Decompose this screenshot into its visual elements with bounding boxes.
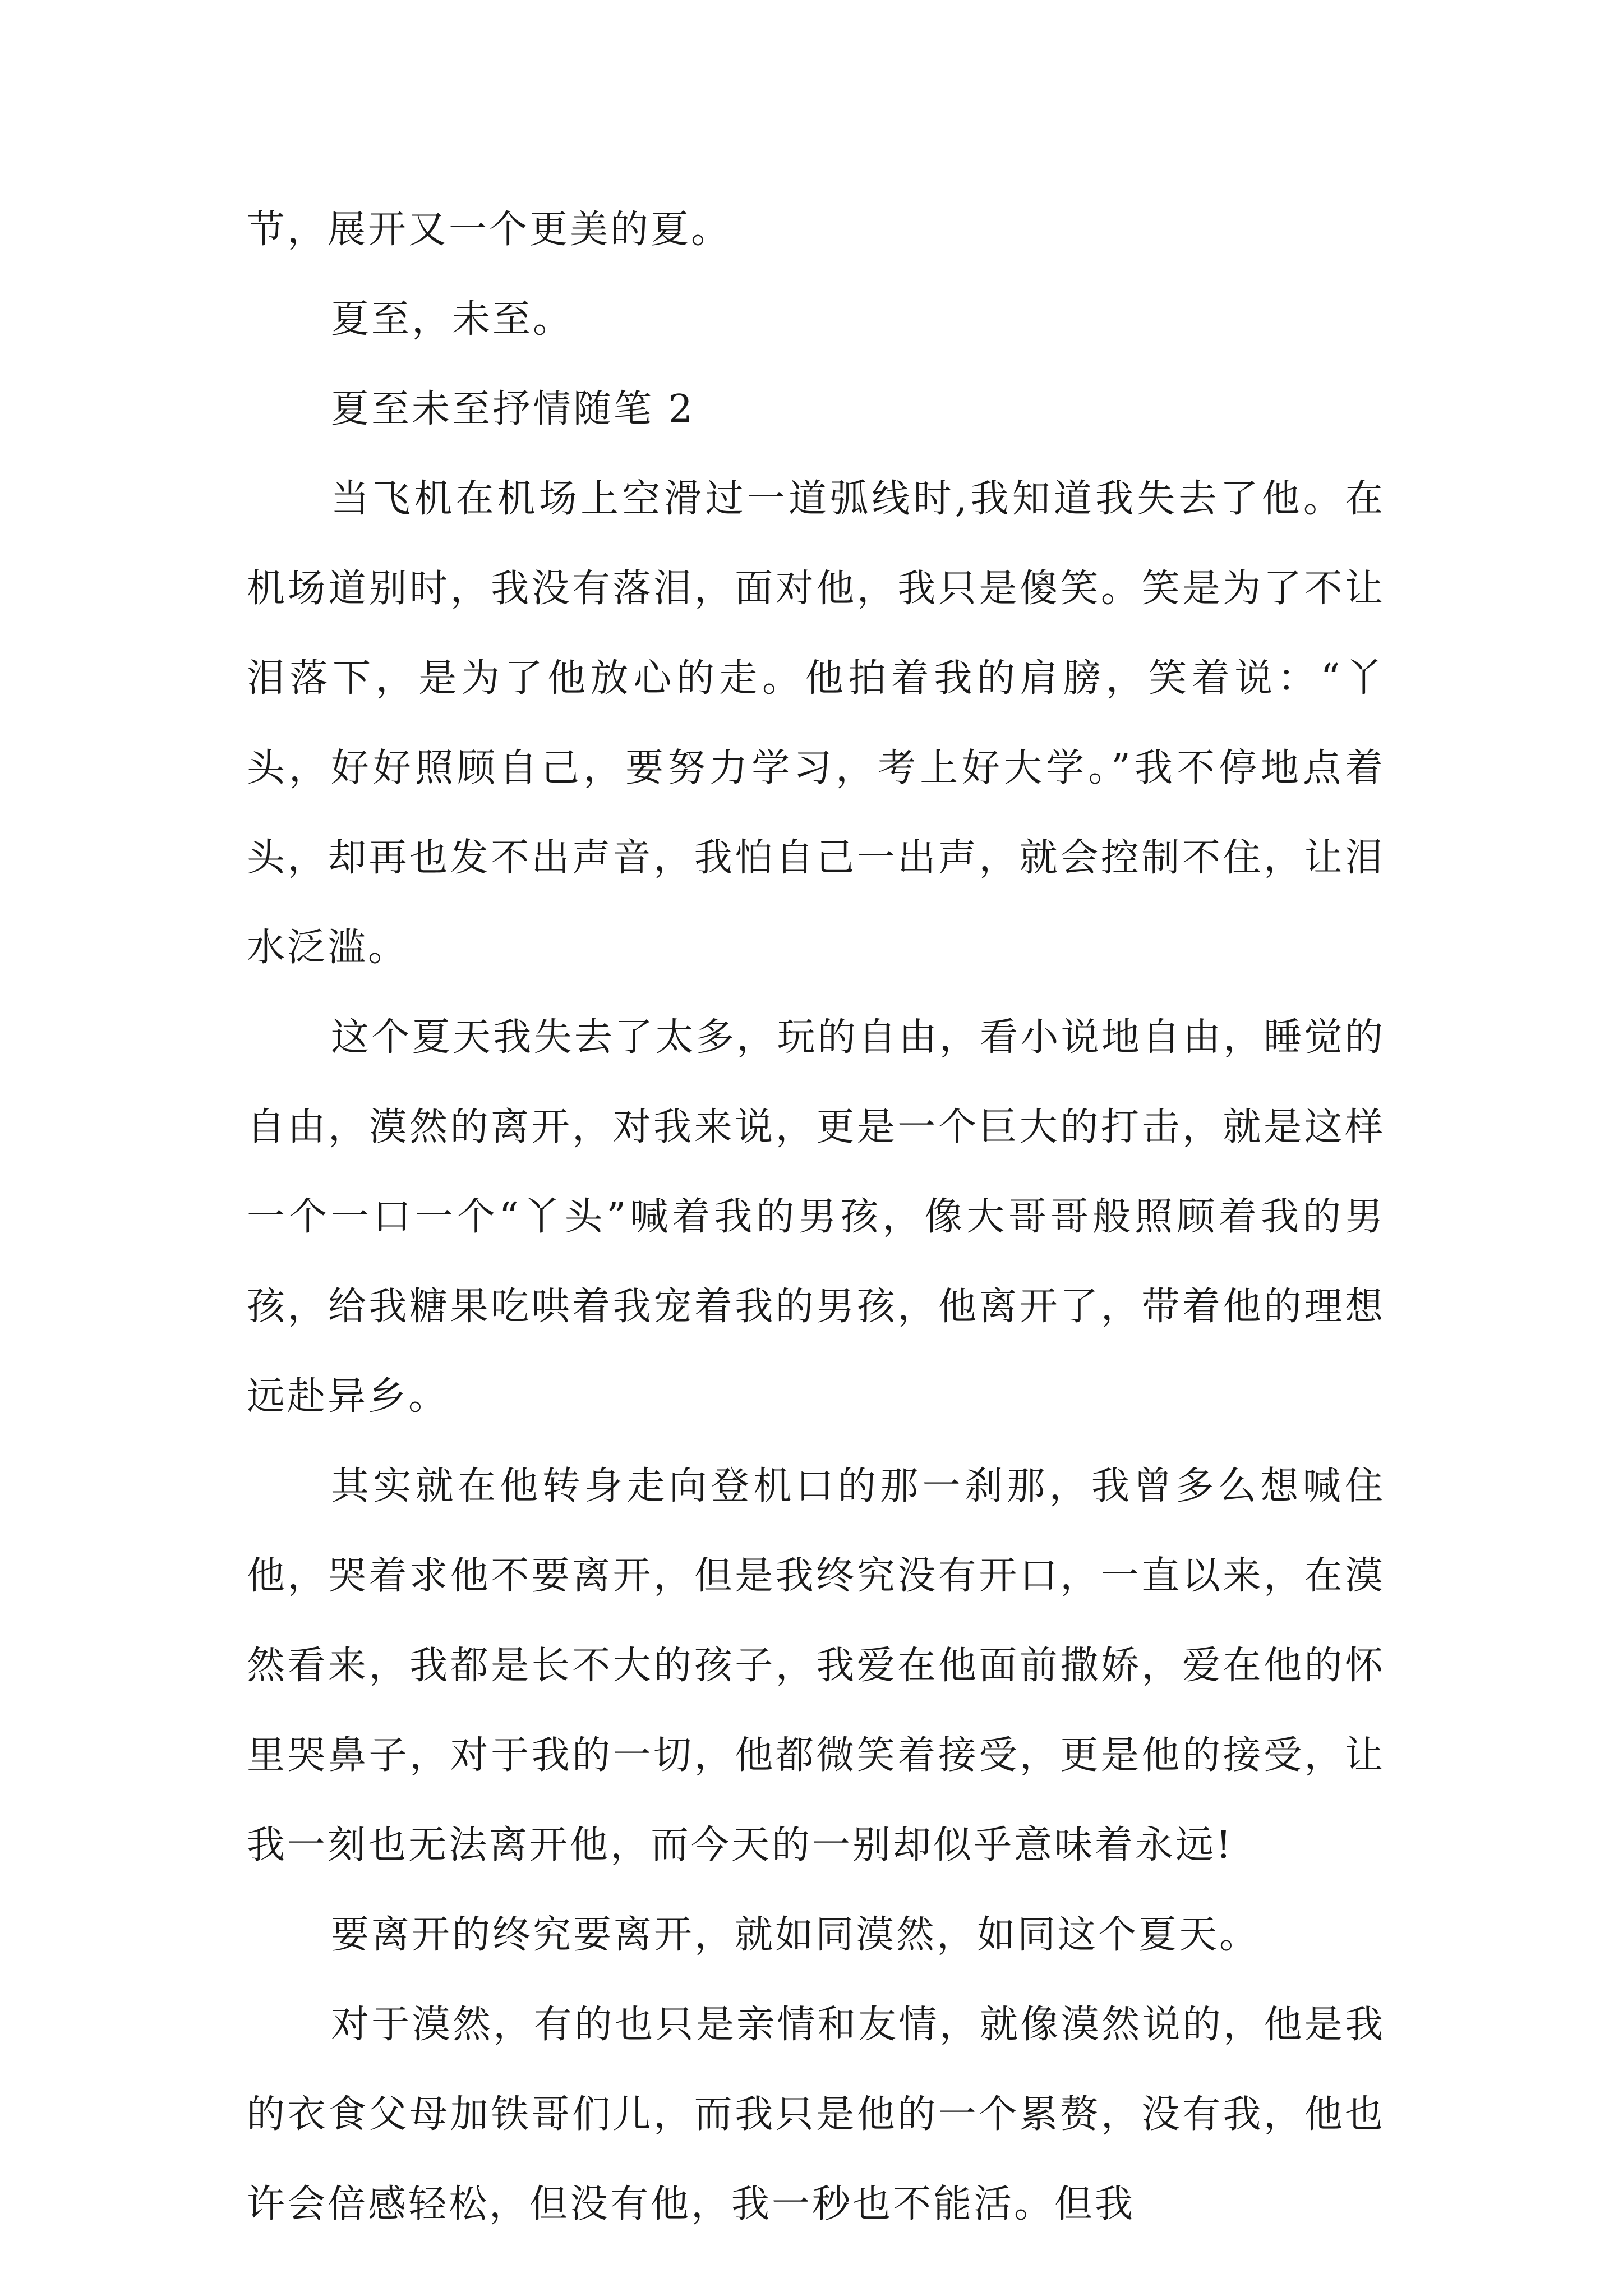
paragraph: 夏至，未至。 [331,297,574,342]
paragraph: 其实就在他转身走向登机口的那一刹那，我曾多么想喊住他，哭着求他不要离开，但是我终究没有开口，一直以来，在漠然看来，我都是长不大的孩子，我爱在他面前撒娇，爱在他的怀里哭鼻子，对于我的一切，他都微笑着接受，更是他的接受，让我一刻也无法离开他，而今天的一别却似乎意味着永远! [247,1464,1385,1867]
paragraph: 对于漠然，有的也只是亲情和友情，就像漠然说的，他是我的衣食父母加铁哥们儿，而我只是他的一个累赘，没有我，他也许会倍感轻松，但没有他，我一秒也不能活。但我 [247,2003,1385,2226]
paragraph-continuation: 节，展开又一个更美的夏。 [247,208,732,252]
paragraph: 要离开的终究要离开，就如同漠然，如同这个夏天。 [331,1913,1260,1957]
paragraph: 当飞机在机场上空滑过一道弧线时,我知道我失去了他。在机场道别时，我没有落泪，面对他，我只是傻笑。笑是为了不让泪落下，是为了他放心的走。他拍着我的肩膀，笑着说：“丫头，好好照顾自己，要努力学习，考上好大学。”我不停地点着头，却再也发不出声音，我怕自己一出声，就会控制不住，让泪水泛滥。 [247,477,1385,970]
paragraph: 这个夏天我失去了太多，玩的自由，看小说地自由，睡觉的自由，漠然的离开，对我来说，更是一个巨大的打击，就是这样一个一口一个“丫头”喊着我的男孩，像大哥哥般照顾着我的男孩，给我糖果吃哄着我宠着我的男孩，他离开了，带着他的理想远赴异乡。 [247,1015,1385,1419]
section-heading: 夏至未至抒情随笔 2 [331,387,695,431]
body-text [247,185,1385,2249]
